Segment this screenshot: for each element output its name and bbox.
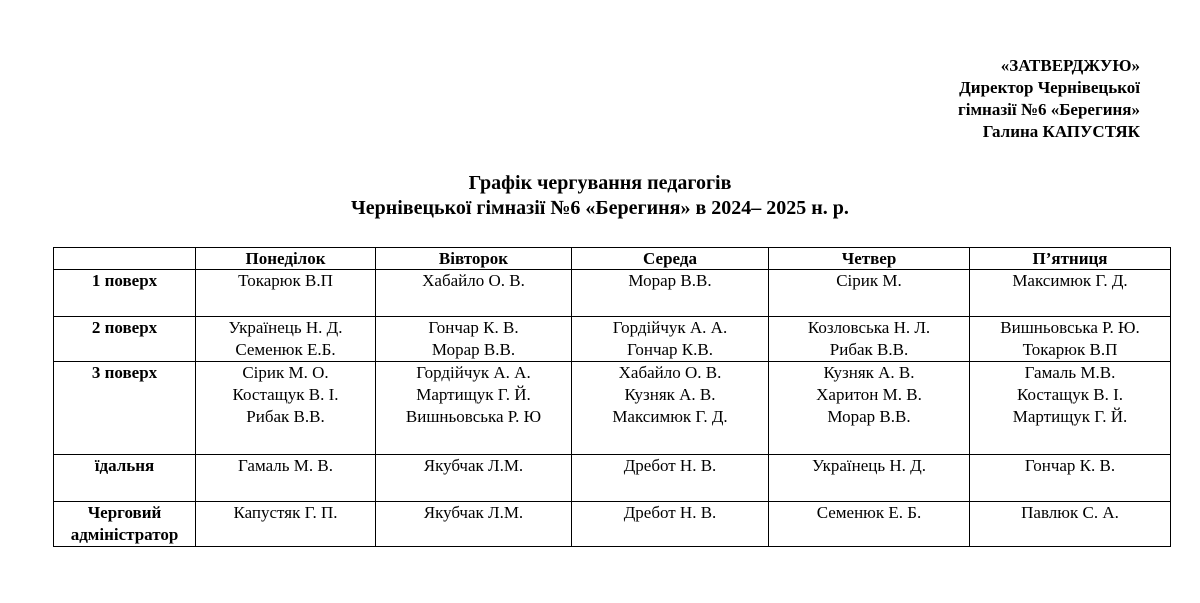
teacher-name: Гончар К. В. [428,318,519,337]
teacher-name: Гамаль М.В. [1024,363,1116,382]
duty-cell-wednesday [572,455,769,502]
duty-cell-tuesday [376,270,572,317]
duty-cell-tuesday [376,502,572,547]
teacher-name: Якубчак Л.М. [423,456,524,475]
teacher-name: Гордійчук А. А. [416,363,531,382]
duty-cell-wednesday [572,502,769,547]
duty-cell-tuesday [376,317,572,362]
duty-cell-friday [970,317,1171,362]
table-row [54,455,1171,502]
teacher-name: Кузняк А. В. [624,385,716,404]
teacher-name: Токарюк В.П [1022,340,1118,359]
teacher-name: Дребот Н. В. [623,503,717,522]
row-label-line: їдальня [94,456,155,475]
column-header-monday: Понеділок [196,248,376,270]
duty-cell-friday [970,362,1171,455]
duty-cell-monday [196,270,376,317]
duty-cell-thursday [769,270,970,317]
column-header-corner [54,248,196,270]
duty-cell-monday [196,317,376,362]
teacher-name: Морар В.В. [628,271,712,290]
approval-position: Директор Чернівецької [959,78,1140,97]
duty-cell-monday [196,502,376,547]
teacher-name: Гончар К. В. [1024,456,1116,475]
teacher-name: Морар В.В. [827,407,911,426]
column-header-thursday: Четвер [769,248,970,270]
teacher-name: Костащук В. І. [232,385,339,404]
table-row [54,502,1171,547]
column-header-tuesday: Вівторок [376,248,572,270]
teacher-name: Мартищук Г. Й. [416,385,531,404]
approval-school: гімназії №6 «Берегиня» [958,100,1140,119]
teacher-name: Гордійчук А. А. [612,318,728,337]
duty-cell-tuesday [376,362,572,455]
teacher-name: Рибак В.В. [829,340,909,359]
teacher-name: Семенюк Е. Б. [816,503,922,522]
teacher-name: Українець Н. Д. [228,318,343,337]
duty-cell-thursday [769,317,970,362]
teacher-name: Мартищук Г. Й. [1012,407,1128,426]
column-header-friday: П’ятниця [970,248,1171,270]
approval-heading: «ЗАТВЕРДЖУЮ» [1000,56,1140,75]
teacher-name: Максимюк Г. Д. [1012,271,1128,290]
teacher-name: Павлюк С. А. [1021,503,1119,522]
duty-cell-wednesday [572,362,769,455]
row-label-line: 2 поверх [91,318,158,337]
duty-cell-friday [970,502,1171,547]
row-label-line: 3 поверх [91,363,158,382]
row-label [54,270,196,317]
document-title [0,171,1200,221]
duty-cell-thursday [769,502,970,547]
duty-cell-wednesday [572,317,769,362]
duty-cell-friday [970,455,1171,502]
duty-cell-thursday [769,455,970,502]
duty-cell-tuesday [376,455,572,502]
duty-cell-wednesday [572,270,769,317]
teacher-name: Українець Н. Д. [812,456,926,475]
row-label [54,502,196,547]
teacher-name: Максимюк Г. Д. [612,407,728,426]
duty-schedule-table [53,247,1171,547]
teacher-name: Семенюк Е.Б. [235,340,336,359]
row-label [54,362,196,455]
duty-cell-monday [196,362,376,455]
duty-cell-monday [196,455,376,502]
column-header-wednesday: Середа [572,248,769,270]
row-label [54,455,196,502]
teacher-name: Якубчак Л.М. [423,503,524,522]
teacher-name: Вишньовська Р. Ю. [1000,318,1140,337]
table-row [54,270,1171,317]
teacher-name: Сірик М. [836,271,902,290]
teacher-name: Гамаль М. В. [238,456,333,475]
row-label-line: адміністратор [70,525,179,544]
teacher-name: Козловська Н. Л. [807,318,931,337]
teacher-name: Рибак В.В. [246,407,325,426]
teacher-name: Гончар К.В. [627,340,713,359]
teacher-name: Вишньовська Р. Ю [405,407,542,426]
row-label [54,317,196,362]
teacher-name: Дребот Н. В. [623,456,717,475]
teacher-name: Сірик М. О. [242,363,329,382]
teacher-name: Токарюк В.П [238,271,333,290]
duty-cell-friday [970,270,1171,317]
duty-cell-thursday [769,362,970,455]
header-row [54,248,1171,270]
row-label-line: 1 поверх [91,271,158,290]
teacher-name: Костащук В. І. [1017,385,1123,404]
approval-signatory: Галина КАПУСТЯК [982,122,1140,141]
table-row [54,317,1171,362]
teacher-name: Кузняк А. В. [823,363,915,382]
title-line-1: Графік чергування педагогів [468,172,732,194]
teacher-name: Харитон М. В. [816,385,922,404]
teacher-name: Хабайло О. В. [422,271,525,290]
title-line-2: Чернівецької гімназії №6 «Берегиня» в 2024– 2025 н. р. [351,197,849,219]
approval-block [958,55,1140,143]
teacher-name: Капустяк Г. П. [233,503,338,522]
row-label-line: Черговий [87,503,162,522]
table-row [54,362,1171,455]
teacher-name: Морар В.В. [431,340,516,359]
schedule-body [54,270,1171,547]
teacher-name: Хабайло О. В. [618,363,722,382]
